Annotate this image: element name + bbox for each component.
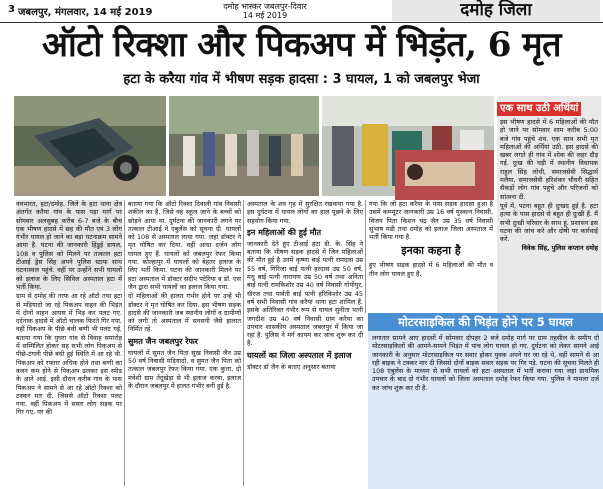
lead-paragraph: नवभारत, हटा/दमोह. जिले के हटा थाना क्षेत्र अंतर्गत करैया गांव के पास पड़ा मार्ग पर सोमवार अलसुबह करीब 6-7 बजे के बीच एक भीषण हादसे में छह की मौत एवं 3 लोग गंभीर घायल हो जाने का बड़ा घटनाक्रम सामने आया है. घटना की जानकारी हिंडुई डायल, 108 व पुलिस को मिलने पर तत्काल हटा टीआई ड्रेस सिंह अपने पुलिस स्टाफ साथ घटनास्थल पहुंचे. वहीं पर उन्होंने सभी घायलों को इलाज के लिए सिविल अस्पताल हटा में भर्ती किया. [16, 200, 122, 291]
subheading-statement: इनका कहना है [401, 244, 461, 258]
photo-wrecked-autorickshaw [14, 96, 166, 196]
autorickshaw-illustration [14, 96, 166, 196]
sidebar-label: एक साथ उठी अर्थियां [497, 102, 581, 116]
headline: ऑटो रिक्शा और पिकअप में भिड़ंत, 6 मृत [41, 25, 562, 65]
edition-date: 14 मई 2019 [242, 11, 288, 20]
secondary-text [372, 334, 599, 486]
body-paragraph: डॉक्टर डॉ जैन के बताए अनुसार बताया [247, 362, 336, 371]
edition-name: दमोह भास्कर जबलपुर-दिवार [223, 2, 307, 11]
body-paragraph: जानकारी देते हुए टीआई हटा डी. के. सिंह ने बताया कि भीषण सड़क हादसे में जिन महिलाओं की मौत हुई है उनमें कृष्णा बाई पत्नी रामदास उम्र 55 वर्ष, गिरिजा बाई पत्नी हरदास उम्र 50 वर्ष, मधु बाई पत्नी नारायण उम्र 50 वर्ष तथा अनिता बाई पत्नी रामकिशोर उम्र 40 वर्ष निवासी गोपीपुर, धीरज तथा पार्वती बाई पत्नी हरिकिशोर उम्र 45 वर्ष सभी निवासी गांव करैया थाना हटा शामिल हैं. इसके अतिरिक्त गंभीर रूप से घायल सुनीता पत्नी जगदीश उम्र 40 वर्ष निवासी ग्राम करैया का उपचार शासकीय अस्पताल जबलपुर में किया जा रहा है. पुलिस ने मर्ग कायम कर जांच शुरू कर दी है. [247, 239, 363, 348]
column-divider [124, 200, 125, 486]
subheadline: हटा के करैया गांव में भीषण सड़क हादसा : 3 घायल, 1 को जबलपुर भेजा [123, 72, 480, 87]
body-paragraph: हुए भीषण सड़क हादसे में 6 महिलाओं की मौत व तीन लोग घायल हुए हैं. [369, 261, 493, 278]
article-column-2 [128, 200, 241, 486]
body-paragraph: गया कि जो हटा करैया के पास सड़क हादसा हुआ है उसमें कम्प्यूटर जानकारी उम्र 16 वर्ष मुस्कान निवासी, विजय पिता किशन चंद्र जैन उम्र 35 वर्ष निवासी सुभाष मंडी तथा दमोह को इलाज जिला अस्पताल में भर्ती किया गया है. [369, 200, 493, 242]
body-paragraph: बताया गया कि ऑटो रिक्शा दिवाली गांव निवासी शकील का है, जिसे वह स्कूल जाने के बच्चों को छोड़ने आया था. दुर्घटना की जानकारी लगने पर तत्काल टीआई ने एंबुलेंस को सूचना दी. घायलों को 108 से अस्पताल लाया गया. जहां डॉक्टर ने मृत घोषित कर दिया. वहीं आधा दर्जन लोग घायल हुए हैं. घायलों को जबलपुर रेफर किया गया. कोल्हापुर में घायलों को बेहतर इलाज के लिए भर्ती किया. घटना की जानकारी मिलने पर हटा अस्पताल में डॉक्टर संदीप पटेरिया व डॉ. एस जैन द्वारा सभी घायलों का इलाज किया गया. [128, 200, 241, 291]
article-column-1 [16, 200, 122, 486]
body-paragraph: ग्राम से दमोह की तरफ आ रहे ऑटो तथा हटा से मड़ियादो जा रहे पिकअप वाहन की भिड़ंत में दोनों वाहन आपस में भिड़ कर पलट गए. दर्दनाक हादसे में ऑटो चालक फिरते गिर गया, वहीं पिकअप के पीछे बंधी बग्गी भी पलट गई, बताया गया कि घुघरा गांव से विवाह समारोह में सम्मिलित होकर सह सभी लोग पिकअप से पीछे-टंगली पीछे बंधी हुई स्थिति में आ रहे थी. पिकअप को रफ्तार अधिक होने तथा बग्गी का वजन कम होने से पिकअप ढलकर इस स्पीड के आने आई. इसी दौरान करीब गांव के पास पिकअप ने सामने से आ रहे ऑटो रिक्शा को टक्कर मार दी, जिससे ऑटो रिक्शा पलट गया. वहीं पिकअप में सवार लोग सड़क पर गिर गए, घर की [16, 292, 122, 417]
article-column-4 [369, 200, 493, 312]
page-header [0, 0, 603, 23]
section-title: दमोह जिला [392, 0, 600, 21]
photo-crowd-at-accident-site [169, 96, 319, 196]
column-divider [365, 200, 366, 313]
page-number: 3 [8, 4, 15, 15]
crowd-illustration [169, 96, 319, 196]
sidebar-text [497, 116, 601, 320]
secondary-paragraph: लगातार सामने आए हादसों में सोमवार दोपहर 2 बजे दमोह मार्ग पर ग्राम तहसील के समीप दो मोटरसाइकिलों की आमने-सामने भिड़ंत में पांच लोग घायल हो गए. दुर्घटना को लेकर सामने आई जानकारी के अनुसार मोटरसाइकिल पर सवार होकर युवक अपने घर जा रहे थे, वहीं सामने से आ रही बाइक ने टक्कर मार दी जिससे दोनों बाइक सवार सड़क पर गिर पड़े. घटना की सूचना मिलते ही 108 एंबुलेंस के माध्यम से सभी घायलों को हटा अस्पताल में भर्ती कराया गया जहां प्राथमिक उपचार के बाद दो गंभीर घायलों को जिला अस्पताल दमोह रेफर किया गया. पुलिस ने मामला दर्ज कर जांच शुरू कर दी है. [372, 334, 599, 392]
article-column-3 [247, 200, 363, 486]
column-divider [243, 200, 244, 486]
subheading-deceased: इन महिलाओं की हुई मौत [247, 227, 322, 237]
stretcher-illustration [395, 150, 494, 200]
secondary-article [368, 331, 603, 489]
secondary-headline: मोटरसाइकिल की भिड़ंत होने पर 5 घायल [368, 313, 603, 331]
subheading-treatment: घायलों का जिला अस्पताल में इलाज [247, 350, 352, 360]
edition-line [205, 2, 325, 20]
body-paragraph: घायलों में सुमत जैन पिता सुख निवासी जैन उम्र 50 वर्ष निवासी मड़ियादो, व सुमत जैन पिता को तत्काल जबलपुर रेफर किया गया. एक कुत्ता, दो मवेशी ग्राम तेंदूखेड़ा से भी इलाज करवा, इलाज के दौरान जबलपुर में हालत गंभीर बनी हुई है. [128, 348, 241, 390]
photo-woman-on-stretcher [395, 150, 494, 200]
issue-date: जबलपुर, मंगलवार, 14 मई 2019 [18, 7, 153, 18]
subheading-referred: सुमत जैन जबलपुर रेफर [128, 336, 198, 346]
body-paragraph: दो महिलाओं की हालत गंभीर होने पर उन्हें भी डॉक्टर ने मृत घोषित कर दिया. इस भीषण सड़क हादसे की जानकारी जब स्थानीय लोगों व ग्रामीणों को लगी तो अस्पताल में सनसनी जैसे हालात निर्मित रहे. [128, 292, 241, 334]
sidebar-paragraph: इस भीषण हादसे में 6 महिलाओं की मौत हो जाने पर सोमवार शाम करीब 5:00 बजे गांव पहुंचे शव. एक साथ सभी मृत महिलाओं की अर्थियां उठी. इस हादसे की खबर लगते ही गांव में शोक की लहर दौड़ गई. दुःख की घड़ी में स्थानीय विधायक राहुल सिंह लोधी, समाजसेवी सिद्धार्थ मलैया, समाजसेवी हरिशंकर चौधरी सहित सैकड़ों लोग गांव पहुंचे और परिजनों को सांत्वना दी. [500, 118, 598, 201]
sidebar-signature: विवेक सिंह, पुलिस कप्तान दमोह [521, 244, 598, 253]
sidebar-box [497, 96, 601, 314]
sidebar-paragraph: पूर्व में, पटना बहुत ही दुःखद हुई है. हटा हत्या के पास हादसे से बहुत ही दुःखी हैं. मैं सभी दुःखी परिवार के साथ हूं. प्रशासन इस घटना की जांच करे और दोषी पर कार्रवाई करे. [500, 201, 598, 244]
body-paragraph: अस्पताल के शव गृह में सुरक्षित रखवाया गया है. इस दुर्घटना में घायल लोगों का हाल पूछने के लिए सहयोग किया गया. [247, 200, 363, 225]
